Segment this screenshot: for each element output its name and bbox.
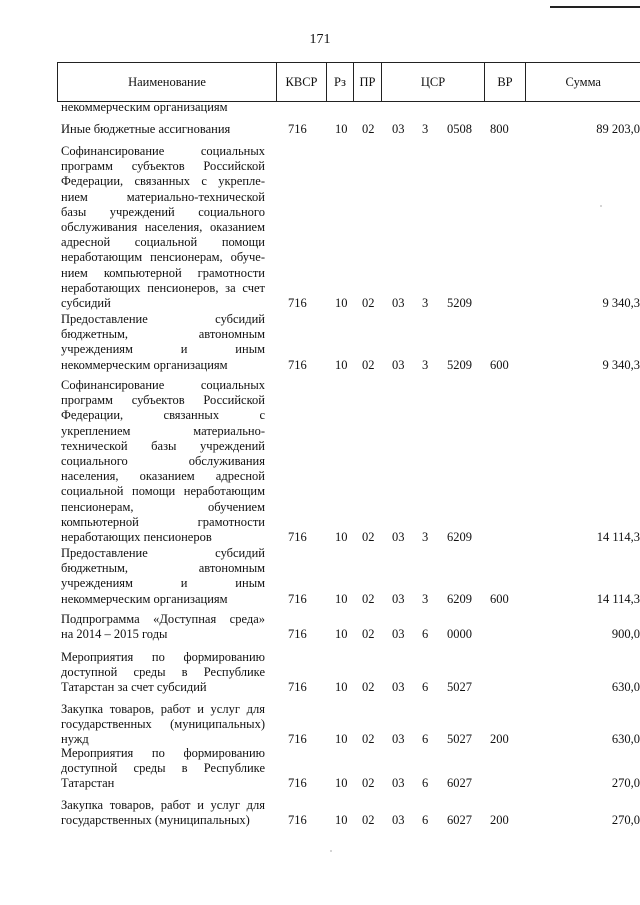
row-name-line: Иные бюджетные ассигнования bbox=[61, 122, 231, 136]
row-name bbox=[61, 702, 265, 748]
cell-c2: 3 bbox=[422, 357, 429, 372]
cell-pr: 02 bbox=[362, 813, 375, 828]
cell-vr: 800 bbox=[490, 122, 509, 136]
row-name bbox=[61, 378, 265, 545]
cell-kvsr: 716 bbox=[288, 813, 307, 828]
row-name-line: пенсионерам, обучением bbox=[61, 499, 265, 514]
cell-rz: 10 bbox=[335, 122, 348, 136]
header-pr: ПР bbox=[354, 63, 382, 102]
cell-kvsr: 716 bbox=[288, 591, 307, 606]
row-name-line: бюджетным, автономным bbox=[61, 561, 265, 576]
row-name-line: Софинансирование социальных bbox=[61, 378, 265, 392]
row-name-line: на 2014 – 2015 годы bbox=[61, 627, 168, 642]
cell-kvsr: 716 bbox=[288, 122, 307, 136]
cell-kvsr: 716 bbox=[288, 680, 307, 695]
cell-c3: 6027 bbox=[447, 776, 472, 791]
row-name-line: базы учреждений социального bbox=[61, 204, 265, 219]
cell-c3: 5027 bbox=[447, 680, 472, 695]
cell-c1: 03 bbox=[392, 122, 405, 136]
cell-kvsr: 716 bbox=[288, 627, 307, 642]
cell-rz: 10 bbox=[335, 591, 348, 606]
header-rz: Рз bbox=[327, 63, 354, 102]
cell-c1: 03 bbox=[392, 296, 405, 310]
cell-vr: 600 bbox=[490, 591, 509, 606]
cell-sum: 270,0 bbox=[611, 776, 640, 791]
row-name-line: учреждениям и иным bbox=[61, 342, 265, 357]
cell-c3: 0508 bbox=[447, 122, 472, 136]
cell-pr: 02 bbox=[362, 680, 375, 695]
row-name-line: Федерации, связанных с bbox=[61, 408, 265, 423]
header-sum: Сумма bbox=[526, 63, 640, 102]
cell-c1: 03 bbox=[392, 813, 405, 828]
row-name-line: доступной среды в Республике bbox=[61, 665, 265, 680]
cell-c1: 03 bbox=[392, 680, 405, 695]
cell-c3: 6209 bbox=[447, 591, 472, 606]
cell-sum: 270,0 bbox=[611, 813, 640, 828]
cell-kvsr: 716 bbox=[288, 732, 307, 747]
cell-pr: 02 bbox=[362, 296, 375, 310]
cell-pr: 02 bbox=[362, 627, 375, 642]
cell-sum: 14 114,3 bbox=[596, 591, 640, 606]
row-name-line: бюджетным, автономным bbox=[61, 327, 265, 342]
row-name-line: доступной среды в Республике bbox=[61, 761, 265, 776]
row-name-line: государственных (муниципальных) bbox=[61, 813, 250, 828]
cell-pr: 02 bbox=[362, 122, 375, 136]
cell-c2: 3 bbox=[422, 591, 429, 606]
row-name-line: нужд bbox=[61, 732, 89, 747]
cell-sum: 89 203,0 bbox=[596, 122, 640, 136]
row-name bbox=[61, 312, 265, 373]
row-name-line: компьютерной грамотности bbox=[61, 514, 265, 529]
cell-c1: 03 bbox=[392, 591, 405, 606]
row-name-line: Татарстан bbox=[61, 776, 115, 791]
page-number: 171 bbox=[309, 32, 331, 47]
row-name-line: укреплением материально- bbox=[61, 423, 265, 438]
cell-sum: 9 340,3 bbox=[602, 357, 640, 372]
row-name bbox=[61, 546, 265, 607]
cell-rz: 10 bbox=[335, 680, 348, 695]
row-name bbox=[61, 612, 265, 642]
row-name-line: некоммерческим организациям bbox=[61, 591, 228, 606]
row-name-line: некоммерческим организациям bbox=[61, 100, 228, 114]
row-name-line: программ субъектов Российской bbox=[61, 393, 265, 408]
row-name-line: Закупка товаров, работ и услуг для bbox=[61, 702, 265, 716]
row-name-line: некоммерческим организациям bbox=[61, 357, 228, 372]
cell-c1: 03 bbox=[392, 627, 405, 642]
cell-rz: 10 bbox=[335, 357, 348, 372]
cell-kvsr: 716 bbox=[288, 357, 307, 372]
row-name-line: Мероприятия по формированию bbox=[61, 650, 265, 664]
row-name-line: Софинансирование социальных bbox=[61, 144, 265, 158]
row-name bbox=[61, 650, 265, 696]
header-csr: ЦСР bbox=[382, 63, 485, 102]
cell-c3: 0000 bbox=[447, 627, 472, 642]
cell-sum: 900,0 bbox=[611, 627, 640, 642]
cell-c3: 5209 bbox=[447, 357, 472, 372]
row-name bbox=[61, 144, 265, 311]
row-name-line: Федерации, связанных с укрепле- bbox=[61, 174, 265, 189]
cell-c2: 6 bbox=[422, 732, 429, 747]
cell-c2: 3 bbox=[422, 122, 429, 136]
row-name-line: Предоставление субсидий bbox=[61, 546, 265, 560]
header-name: Наименование bbox=[58, 63, 277, 102]
row-name-line: неработающих пенсионеров bbox=[61, 530, 212, 545]
cell-c2: 3 bbox=[422, 530, 429, 544]
cell-kvsr: 716 bbox=[288, 530, 307, 544]
cell-c2: 6 bbox=[422, 776, 429, 791]
cell-c2: 6 bbox=[422, 627, 429, 642]
cell-c2: 3 bbox=[422, 296, 429, 310]
row-name bbox=[61, 100, 265, 115]
cell-c1: 03 bbox=[392, 357, 405, 372]
row-name-line: обслуживания населения, оказанием bbox=[61, 220, 265, 235]
cell-rz: 10 bbox=[335, 530, 348, 544]
cell-c1: 03 bbox=[392, 776, 405, 791]
cell-c2: 6 bbox=[422, 680, 429, 695]
cell-pr: 02 bbox=[362, 732, 375, 747]
row-name-line: социального обслуживания bbox=[61, 454, 265, 469]
cell-c1: 03 bbox=[392, 732, 405, 747]
cell-c3: 6027 bbox=[447, 813, 472, 828]
row-name-line: адресной социальной помощи bbox=[61, 235, 265, 250]
cell-rz: 10 bbox=[335, 627, 348, 642]
cell-vr: 600 bbox=[490, 357, 509, 372]
row-name-line: неработающим пенсионерам, обуче- bbox=[61, 250, 265, 265]
cell-sum: 9 340,3 bbox=[602, 296, 640, 310]
row-name bbox=[61, 798, 265, 828]
cell-rz: 10 bbox=[335, 776, 348, 791]
cell-rz: 10 bbox=[335, 732, 348, 747]
cell-pr: 02 bbox=[362, 530, 375, 544]
cell-sum: 630,0 bbox=[611, 732, 640, 747]
row-name-line: государственных (муниципальных) bbox=[61, 717, 265, 732]
row-name-line: неработающих пенсионеров, за счет bbox=[61, 280, 265, 295]
cell-pr: 02 bbox=[362, 591, 375, 606]
cell-sum: 630,0 bbox=[611, 680, 640, 695]
row-name-line: Подпрограмма «Доступная среда» bbox=[61, 612, 265, 626]
row-name-line: населения, оказанием адресной bbox=[61, 469, 265, 484]
row-name-line: учреждениям и иным bbox=[61, 576, 265, 591]
row-name-line: Предоставление субсидий bbox=[61, 312, 265, 326]
cell-kvsr: 716 bbox=[288, 776, 307, 791]
cell-c1: 03 bbox=[392, 530, 405, 544]
cell-rz: 10 bbox=[335, 296, 348, 310]
row-name-line: Закупка товаров, работ и услуг для bbox=[61, 798, 265, 812]
cell-vr: 200 bbox=[490, 732, 509, 747]
row-name-line: нием компьютерной грамотности bbox=[61, 265, 265, 280]
cell-vr: 200 bbox=[490, 813, 509, 828]
cell-pr: 02 bbox=[362, 357, 375, 372]
cell-c3: 6209 bbox=[447, 530, 472, 544]
row-name-line: Мероприятия по формированию bbox=[61, 746, 265, 760]
cell-pr: 02 bbox=[362, 776, 375, 791]
scan-speck bbox=[600, 205, 602, 207]
cell-kvsr: 716 bbox=[288, 296, 307, 310]
cell-sum: 14 114,3 bbox=[596, 530, 640, 544]
scan-speck bbox=[330, 850, 332, 852]
header-vr: ВР bbox=[485, 63, 526, 102]
header-kvsr: КВСР bbox=[277, 63, 327, 102]
cell-c3: 5027 bbox=[447, 732, 472, 747]
row-name-line: Татарстан за счет субсидий bbox=[61, 680, 207, 695]
row-name-line: программ субъектов Российской bbox=[61, 159, 265, 174]
row-name-line: субсидий bbox=[61, 296, 111, 311]
row-name-line: социальной помощи неработающим bbox=[61, 484, 265, 499]
cell-c2: 6 bbox=[422, 813, 429, 828]
row-name-line: нием материально-технической bbox=[61, 189, 265, 204]
cell-c3: 5209 bbox=[447, 296, 472, 310]
cell-rz: 10 bbox=[335, 813, 348, 828]
row-name bbox=[61, 122, 265, 137]
row-name-line: технической базы учреждений bbox=[61, 438, 265, 453]
row-name bbox=[61, 746, 265, 792]
